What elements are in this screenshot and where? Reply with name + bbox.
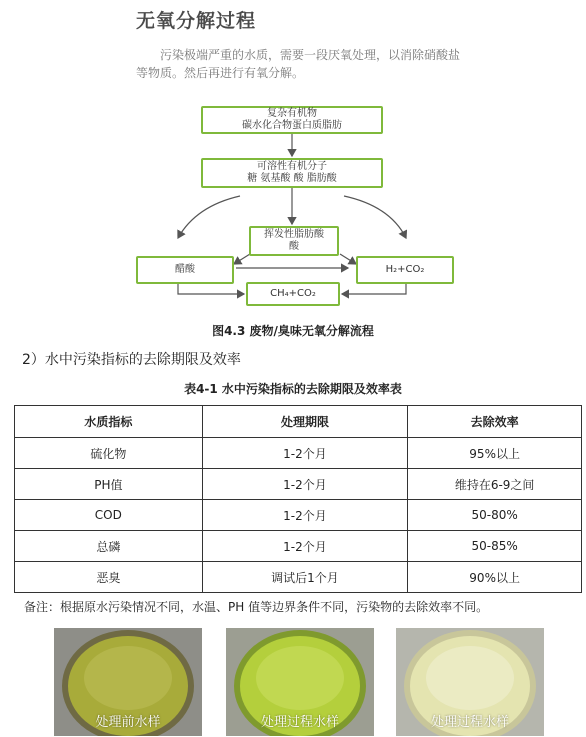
arrow-left-bottom — [178, 284, 244, 294]
table-cell: 维持在6-9之间 — [408, 469, 582, 500]
header-cell: 去除效率 — [408, 406, 582, 438]
water-sample-photo-during-1 — [226, 628, 374, 736]
flow-box-h2-co2 — [356, 256, 454, 284]
table-cell: 1-2个月 — [202, 469, 408, 500]
table-header-row — [15, 406, 582, 438]
flow-box-line: 醋酸 — [175, 264, 195, 275]
figure-caption: 图4.3 废物/臭味无氧分解流程 — [212, 324, 374, 338]
table-cell: 调试后1个月 — [202, 562, 408, 593]
photo-label: 处理过程水样 — [260, 715, 339, 730]
data-table — [14, 405, 582, 593]
table-cell: 总磷 — [15, 531, 203, 562]
flow-box-ch4-co2 — [246, 282, 340, 306]
arrow-3-left — [234, 254, 250, 264]
table-cell: 90%以上 — [408, 562, 582, 593]
arrow-2-right — [344, 196, 406, 238]
section-heading: 2）水中污染指标的去除期限及效率 — [22, 352, 241, 368]
table-row — [15, 469, 582, 500]
water-sample-photo-during-2 — [396, 628, 544, 736]
flow-box-line: H₂+CO₂ — [385, 264, 425, 275]
flow-box-line: 酸 — [289, 241, 299, 252]
table-row — [15, 531, 582, 562]
flow-box-volatile-acids — [249, 226, 339, 256]
flow-box-line: CH₄+CO₂ — [270, 288, 316, 299]
page-title: 无氧分解过程 — [136, 10, 257, 32]
flow-box-acetic-acid — [136, 256, 234, 284]
table-caption: 表4-1 水中污染指标的去除期限及效率表 — [184, 382, 402, 396]
flow-box-complex-organics — [201, 106, 383, 134]
water-sample-photo-before — [54, 628, 202, 736]
photo-label: 处理前水样 — [95, 715, 161, 730]
header-cell: 处理期限 — [202, 406, 408, 438]
table-cell: 硫化物 — [15, 438, 203, 469]
table-cell: 1-2个月 — [202, 531, 408, 562]
table-cell: 1-2个月 — [202, 500, 408, 531]
flow-box-soluble-molecules — [201, 158, 383, 188]
flow-box-line: 可溶性有机分子 — [257, 161, 327, 172]
table-row — [15, 500, 582, 531]
photo-label: 处理过程水样 — [430, 715, 509, 730]
flow-box-line: 糖 氨基酸 酸 脂肪酸 — [247, 173, 337, 184]
flow-box-line: 复杂有机物 — [267, 108, 317, 119]
arrow-right-bottom — [342, 284, 406, 294]
table-cell: COD — [15, 500, 203, 531]
header-cell: 水质指标 — [15, 406, 203, 438]
arrow-2-left — [178, 196, 240, 238]
arrow-3-right — [340, 254, 356, 264]
table-cell: 50-80% — [408, 500, 582, 531]
table-cell: 95%以上 — [408, 438, 582, 469]
table-cell: 恶臭 — [15, 562, 203, 593]
table-row — [15, 562, 582, 593]
note-text: 备注：根据原水污染情况不同，水温、PH 值等边界条件不同，污染物的去除效率不同。 — [24, 600, 489, 614]
table-row — [15, 438, 582, 469]
table-cell: PH值 — [15, 469, 203, 500]
flow-box-line: 碳水化合物蛋白质脂肪 — [242, 120, 342, 131]
flow-box-line: 挥发性脂肪酸 — [264, 229, 324, 240]
intro-paragraph: 污染极端严重的水质，需要一段厌氧处理，以消除硝酸盐等物质。然后再进行有氧分解。 — [136, 48, 461, 80]
table-cell: 50-85% — [408, 531, 582, 562]
table-cell: 1-2个月 — [202, 438, 408, 469]
